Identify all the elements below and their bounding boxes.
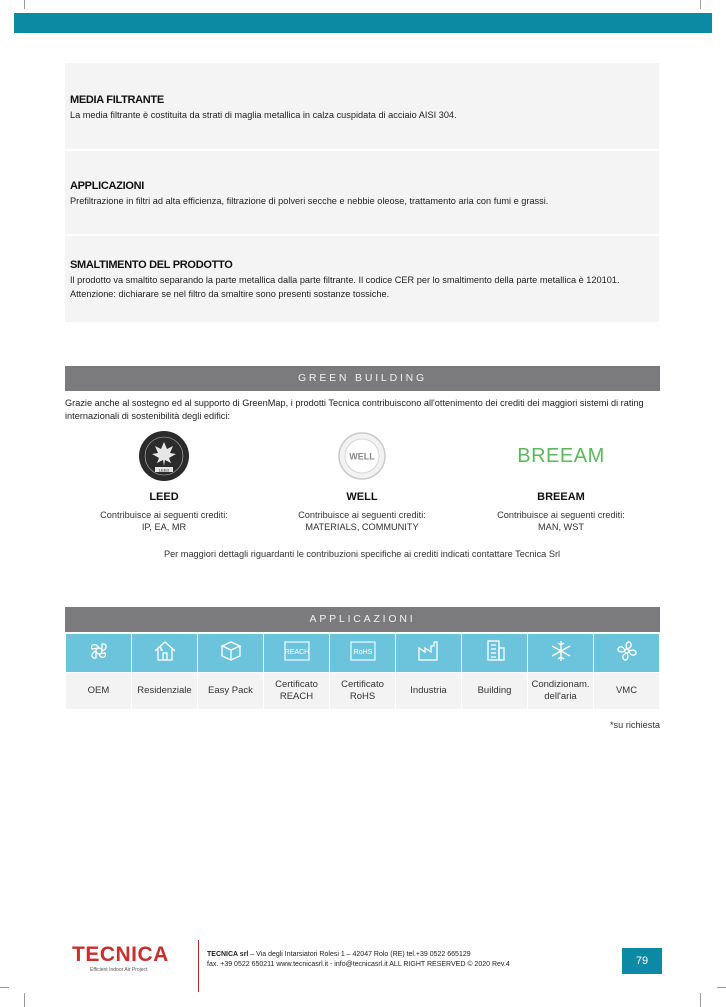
footer-address <box>207 950 510 970</box>
applicazioni-table <box>65 633 660 710</box>
app-label-text: Easy Pack <box>208 685 253 696</box>
app-label <box>330 673 396 710</box>
app-cell-easy-pack <box>198 634 264 673</box>
cert-credits: MAN, WST <box>538 522 584 532</box>
section-media-filtrante <box>65 63 659 149</box>
section-text: Prefiltrazione in filtri ad alta efficienza, filtrazione di polveri secche e nebbie oleose, trattamento aria con fumi e grassi. <box>70 196 549 206</box>
icon-row <box>66 634 660 673</box>
cert-name: LEED <box>149 491 179 503</box>
building-icon <box>482 638 508 664</box>
app-label-text: Certificato REACH <box>275 679 318 702</box>
company-name: TECNICA srl <box>207 951 249 958</box>
cert-credits: IP, EA, MR <box>141 522 187 532</box>
app-label-text: Industria <box>410 685 447 696</box>
app-label-text: Residenziale <box>137 685 192 696</box>
app-label <box>528 673 594 710</box>
cert-credits: MATERIALS, COMMUNITY <box>305 522 419 532</box>
app-cell-reach <box>264 634 330 673</box>
section-smaltimento <box>65 236 659 322</box>
app-label-text: Building <box>477 685 512 696</box>
contacts-line: fax. +39 0522 650211 www.tecnicasrl.it - info@tecnicasrl.it ALL RIGHT RESERVED © 2020 Rev.4 <box>207 961 510 968</box>
app-label <box>594 673 660 710</box>
app-label <box>66 673 132 710</box>
app-label-text: Condizionam. dell'aria <box>531 679 590 702</box>
app-label <box>396 673 462 710</box>
app-label <box>198 673 264 710</box>
app-cell-residenziale <box>132 634 198 673</box>
cert-name: WELL <box>346 491 378 503</box>
rohs-icon <box>349 638 377 664</box>
app-label-text: VMC <box>615 685 638 696</box>
crop-mark <box>24 993 25 1007</box>
usgbc-leaf-seal-icon <box>138 430 190 482</box>
app-cell-oem <box>66 634 132 673</box>
section-text: Il prodotto va smaltito separando la parte metallica dalla parte filtrante. Il codice CER per lo smaltimento della parte metallica è 120101. <box>70 275 620 285</box>
crop-mark <box>717 987 726 988</box>
cert-desc: Contribuisce ai seguenti crediti: <box>497 510 625 520</box>
cert-leed <box>64 430 264 533</box>
app-cell-building <box>462 634 528 673</box>
svg-text:REACH: REACH <box>284 648 309 656</box>
applicazioni-header: APPLICAZIONI <box>65 607 660 632</box>
section-title: SMALTIMENTO DEL PRODOTTO <box>70 259 233 271</box>
app-label <box>462 673 528 710</box>
green-building-intro: Grazie anche al sostegno ed al supporto di GreenMap, i prodotti Tecnica contribuiscono all'ottenimento dei crediti dei maggiori sistemi di rating internazionali di sostenibilità degli edifici: <box>65 398 644 421</box>
well-seal-icon <box>338 432 386 480</box>
factory-icon <box>416 638 442 664</box>
brand-tagline: Efficient Indoor Air Project <box>90 967 148 973</box>
app-label-text: Certificato RoHS <box>341 679 384 702</box>
section-title: APPLICAZIONI <box>70 180 145 192</box>
cert-desc: Contribuisce ai seguenti crediti: <box>100 510 228 520</box>
footer-divider <box>198 940 199 992</box>
crop-mark <box>700 0 701 9</box>
section-applicazioni <box>65 151 659 234</box>
green-building-note: Per maggiori dettagli riguardanti le contribuzioni specifiche ai crediti indicati contattare Tecnica Srl <box>163 549 561 559</box>
section-text: La media filtrante è costituita da strati di maglia metallica in calza cuspidata di acciaio AISI 304. <box>70 110 457 120</box>
tecnica-logo <box>72 944 202 973</box>
crop-mark <box>0 987 9 988</box>
section-title: MEDIA FILTRANTE <box>70 94 164 106</box>
box-icon <box>218 638 244 664</box>
app-cell-vmc <box>594 634 660 673</box>
app-cell-industria <box>396 634 462 673</box>
breeam-wordmark: BREEAM <box>517 444 605 467</box>
cert-well <box>262 430 462 533</box>
crop-mark <box>24 0 25 9</box>
cert-name: BREEAM <box>537 491 585 503</box>
snowflake-icon <box>548 638 574 664</box>
crop-mark <box>700 993 701 1007</box>
svg-text:RoHS: RoHS <box>353 648 372 656</box>
header-bar <box>14 13 712 33</box>
page-number: 79 <box>622 948 662 974</box>
footnote: *su richiesta <box>609 720 660 730</box>
fan-icon <box>614 638 640 664</box>
address-text: – Via degli Intarsiatori Rolesi 1 – 42047 Rolo (RE) tel.+39 0522 665129 <box>248 951 471 958</box>
reach-icon <box>283 638 311 664</box>
app-label <box>132 673 198 710</box>
svg-text:WELL: WELL <box>349 451 375 462</box>
fan-gear-icon <box>86 638 112 664</box>
app-label-text: OEM <box>87 685 110 696</box>
app-cell-condizionamento <box>528 634 594 673</box>
app-label <box>264 673 330 710</box>
cert-breeam <box>461 430 661 533</box>
label-row <box>66 673 660 710</box>
section-text-warning: Attenzione: dichiarare se nel filtro da smaltire sono presenti sostanze tossiche. <box>70 289 390 299</box>
address-line <box>207 950 510 960</box>
app-cell-rohs <box>330 634 396 673</box>
cert-desc: Contribuisce ai seguenti crediti: <box>298 510 426 520</box>
svg-text:LEED: LEED <box>158 467 170 473</box>
house-icon <box>152 638 178 664</box>
brand-wordmark: TECNICA <box>72 943 169 966</box>
green-building-header: GREEN BUILDING <box>65 366 660 391</box>
